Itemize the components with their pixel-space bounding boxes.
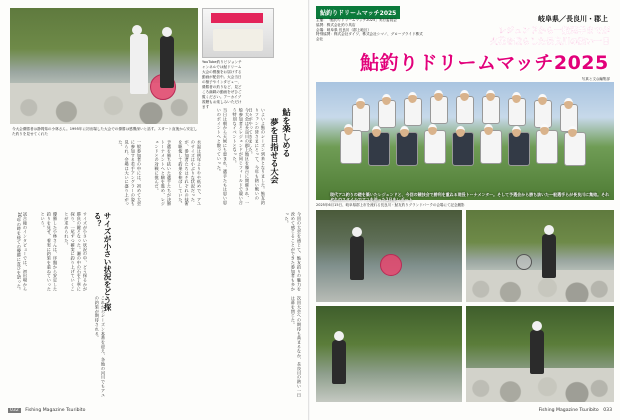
headline-enjoy-ayu: 鮎を楽しめる: [282, 108, 292, 158]
body-column: 次回大会への期待も高まるなか、長良川の熱い一日は幕を閉じた。: [290, 296, 302, 397]
landing-net: [380, 254, 402, 276]
participant: [424, 130, 446, 164]
action-photo-3: [316, 306, 462, 402]
event-info-line: 協賛：株式会社釣り具店: [316, 22, 356, 27]
page-number: 032: [10, 408, 19, 413]
photo-caption: 今大会優勝者は静岡県の小林さん。1995年に初出場した大会での優勝は感慨深いと話す。スタート直後から安定した釣りを見せてくれた: [12, 127, 198, 136]
subtitle-line-2: 火花を散らした長良川の熱い一日: [490, 37, 610, 46]
participant: [368, 132, 390, 166]
action-photo-4: [466, 306, 614, 402]
body-column: 試合後のインタビューでは、初出場から30年の時を経ての優勝に喜びを語った。: [16, 212, 28, 293]
participant: [480, 130, 502, 164]
subtitle-line-1: レジェンドから一般選手までが: [498, 26, 610, 35]
participant: [508, 132, 530, 166]
magazine-name: Fishing Magazine Tsuribito: [25, 408, 86, 413]
group-photo-caption: 現代アユ釣りの礎を築いたレジェンドと、今回の競技会で勝利を重ねる現役トーナメンター。そして予選会から勝ち抜いた一般選手らが長良川に集結。それぞれのスタイルでアユを追った1日をレポート: [330, 192, 610, 203]
headline-small-size: サイズが小さい状況をどう探る？: [93, 212, 112, 311]
angler-figure: [332, 340, 346, 384]
body-column: 優勝した小林さんは、序盤から安定した釣りを見せ、着実に釣果を重ねていったという。: [40, 212, 58, 292]
youtube-promo-box: [202, 8, 302, 109]
participant: [404, 98, 422, 126]
event-info-line: 会場：岐阜県 長良川（郡上地区）: [316, 27, 372, 32]
body-column: 当日は朝から天候にも恵まれ、選手たちは思い思いのポイントへと散っていった。: [216, 108, 228, 205]
angler-figure: [350, 236, 364, 280]
landing-net: [516, 254, 532, 270]
body-column: 一般参加者の中には、初めて大会に参加する若手アングラーの姿も見られ、会場は大いに盛り上がった。: [118, 140, 142, 206]
top-left-photo: [10, 8, 198, 124]
right-page: [310, 0, 620, 420]
participant: [564, 132, 586, 166]
location-label: 岐阜県／長良川・郡上: [538, 15, 608, 23]
action-photo-2: [466, 210, 614, 302]
angler-figure: [542, 234, 556, 278]
participant: [536, 130, 558, 164]
body-column: いよいよ鮎のシーズン到来となりました。鮎友釣りファンの皆さまにとって、今年も熱い戦いの日々がやってきました。: [248, 108, 266, 205]
participant: [508, 98, 526, 126]
angler-figure: [130, 34, 148, 94]
participant: [430, 96, 448, 124]
participant: [352, 104, 370, 132]
page-number: 033: [603, 408, 612, 413]
event-info-line: 主催：「鮎釣りドリームマッチ2025」実行委員会: [316, 18, 397, 22]
participant: [452, 132, 474, 166]
youtube-promo-text: YouTube釣りビジョンチャンネルでは鮎ドリーム大会の模様をお届けする動画が配信中。大会当日の様子やインタビュー、優勝者の釣りなど、見どころ満載の動画をぜひご覧ください。アーカイブ視聴もお楽しみいただけます: [202, 60, 242, 109]
event-tag: 鮎釣りドリームマッチ2025: [316, 6, 400, 19]
participant: [378, 100, 396, 128]
body-column: これからシーズン本番を迎え、各地の河川でもアユの釣果が期待される。: [94, 296, 106, 397]
left-folio: [8, 408, 85, 413]
event-info: [316, 18, 426, 42]
thumbnail-banner: [211, 13, 263, 23]
participant: [340, 130, 362, 164]
body-column: 水温は例年よりやや低めで、アユのサイズは小ぶりな状況だったが、参加者たちはそれぞれの技術を駆使して釣果を伸ばしていた。: [178, 140, 202, 206]
body-column: サイズが小さい状況の中、どう探るかが勝負の鍵となった。瀬の中の石を丁寧に探り、一尾ずつ確実に釣り上げていくことが求められた。: [64, 212, 88, 292]
body-column: 今回の大会を通じて、鮎友釣りの魅力を改めて感じることができた参加者も多かった。: [284, 212, 302, 292]
right-folio: [539, 408, 612, 413]
headline-dream-tournament: 夢を目指せる大会: [270, 118, 280, 184]
participant: [482, 96, 500, 124]
group-photo: [316, 82, 614, 203]
body-column: 今大会は長良川の郡上地区を舞台に開催され、一般参加者とレジェンドが同じフィールドで競い合う特別なイベントとなった。: [232, 108, 250, 205]
riverbed-stones: [466, 270, 614, 302]
action-photo-1: [316, 210, 462, 302]
event-info-line: 特別協賛：株式会社ダイワ、株式会社シマノ、グローブライド株式会社: [316, 32, 423, 42]
participant: [456, 96, 474, 124]
group-photo-date-caption: 2025年6月15日、岐阜県郡上市を流れる長良川・鮎友釣りグランドパークの会場にて記念撮影: [316, 203, 465, 207]
body-column: 予選を勝ち抜いた選手たちが決勝トーナメントへと駒を進め、レジェンドとの対戦に挑んだ。: [154, 140, 172, 206]
participant: [396, 132, 418, 166]
thumbnail-people: [213, 29, 263, 51]
angler-figure: [530, 330, 544, 374]
angler-figure: [160, 36, 174, 88]
article-title: 鮎釣りドリームマッチ2025: [360, 52, 609, 74]
magazine-name: Fishing Magazine Tsuribito: [538, 408, 599, 413]
youtube-thumbnail: [202, 8, 274, 58]
photo-credit: 写真と文◎編集部: [581, 77, 610, 81]
